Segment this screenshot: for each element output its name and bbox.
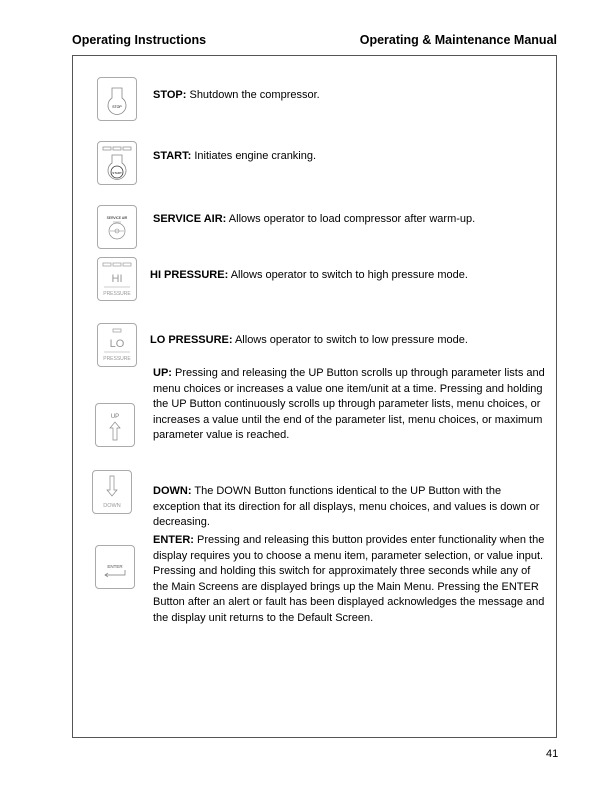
desc-text: Allows operator to switch to low pressure mode.: [232, 334, 468, 346]
header-left: Operating Instructions: [72, 33, 207, 47]
down-description: [153, 484, 545, 531]
desc-title: HI PRESSURE:: [150, 269, 229, 281]
desc-title: ENTER:: [153, 534, 194, 546]
desc-text: Shutdown the compressor.: [186, 89, 320, 101]
start-button-icon: [97, 141, 137, 185]
desc-text: Allows operator to load compressor after warm-up.: [226, 213, 476, 225]
desc-text: Allows operator to switch to high pressure mode.: [228, 269, 468, 281]
desc-text: Pressing and releasing this button provides enter functionality when the display requires you to choose a menu item, parameter selection, or value input. Pressing and holding this switch for approximately three seconds while any of the Main Screens are displayed brings up the Main Menu. Pressing the ENTER Button after an alert or fault has been displayed acknowledges the message and the display unit returns to the Default Screen.: [153, 534, 545, 624]
service-air-description: [153, 212, 545, 228]
stop-description: [153, 88, 545, 104]
header-right: Operating & Maintenance Manual: [359, 33, 557, 47]
lo-pressure-description: [150, 333, 542, 349]
desc-title: DOWN:: [153, 485, 192, 497]
desc-text: Pressing and releasing the UP Button scrolls up through parameter lists and menu choices or increases a value one item/unit at a time. Pressing and holding the UP Button continuously scrolls up through parameter lists, menu choices, or increases a value until the end of the parameter list, menu choices, or maximum parameter value is reached.: [153, 367, 545, 442]
down-button-icon: [92, 470, 132, 514]
enter-button-icon: [95, 545, 135, 589]
desc-title: STOP:: [153, 89, 187, 101]
service-air-button-icon: [97, 205, 137, 249]
desc-text: Initiates engine cranking.: [191, 150, 317, 162]
hi-pressure-description: [150, 268, 542, 284]
lo-pressure-button-icon: [97, 323, 137, 367]
icon-label: HI: [111, 273, 123, 285]
enter-description: [153, 533, 545, 627]
icon-label: UP: [110, 414, 120, 420]
desc-title: UP:: [153, 367, 172, 379]
desc-title: START:: [153, 150, 192, 162]
up-description: [153, 366, 545, 444]
up-button-icon: [95, 403, 135, 447]
desc-title: SERVICE AIR:: [153, 213, 227, 225]
desc-title: LO PRESSURE:: [150, 334, 233, 346]
hi-pressure-button-icon: [97, 257, 137, 301]
icon-sublabel: PRESSURE: [103, 356, 131, 362]
icon-label: DOWN: [103, 503, 121, 509]
icon-label: ENTER: [107, 564, 123, 569]
page-number: 41: [546, 748, 559, 760]
icon-label: LO: [109, 338, 125, 350]
icon-label: START: [112, 171, 122, 175]
start-description: [153, 149, 545, 165]
stop-button-icon: [97, 77, 137, 121]
icon-sublabel: PRESSURE: [103, 291, 131, 297]
icon-label: SERVICE AIR: [106, 216, 128, 220]
icon-label: STOP: [112, 105, 122, 109]
desc-text: The DOWN Button functions identical to the UP Button with the exception that its direction for all displays, menu choices, and values is down or decreasing.: [153, 485, 540, 529]
